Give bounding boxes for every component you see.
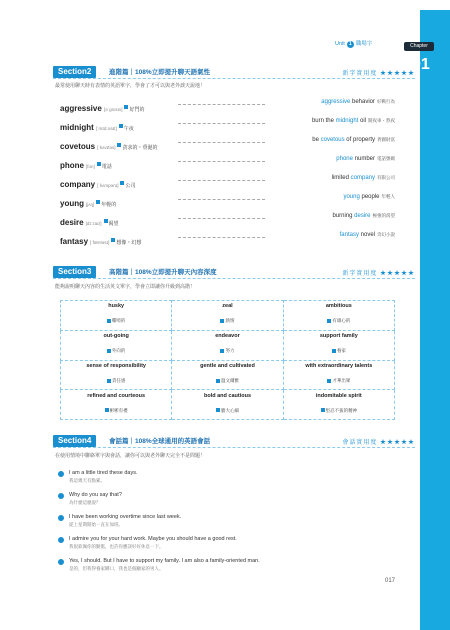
vocab-phonetic: [dɪˈzaɪr] [85, 221, 102, 226]
example-keyword: fantasy [339, 232, 359, 238]
phrase-chinese-text: 嘶啞的 [111, 318, 126, 324]
vocab-row [60, 136, 395, 150]
section2-header [53, 66, 415, 78]
meaning-marker-icon [119, 124, 123, 128]
vocab-word: phone [60, 161, 84, 170]
meaning-marker-icon [97, 162, 101, 166]
example-suffix: behavior [350, 99, 375, 105]
section4-title: 會話篇｜108%全球通用的英語會話 [109, 438, 211, 445]
speaker-bullet-icon [58, 515, 64, 521]
meaning-marker-icon [117, 143, 121, 147]
section4-intro: 在使用情境中聯絡單字與會話，讓你可以與老外聊天完全不是問題！ [55, 453, 206, 459]
phrase-english: support family [319, 333, 358, 340]
vocab-word: young [60, 199, 84, 208]
example-keyword: young [343, 194, 360, 200]
phrase-english: gentle and cultivated [200, 362, 255, 369]
meaning-marker-icon [111, 238, 115, 242]
meaning-marker-icon [220, 319, 224, 323]
speaker-bullet-icon [58, 471, 64, 477]
vocab-phonetic: [ˈfæntəsɪ] [90, 240, 110, 245]
dotted-leader [178, 104, 265, 105]
example-prefix: burning [332, 213, 355, 219]
example-prefix: limited [331, 175, 351, 181]
example-suffix: of property [344, 137, 375, 143]
section2-title: 進階篇｜108%立即提升聊天語氣性 [109, 69, 211, 76]
vocab-phonetic: [fon] [86, 164, 95, 169]
vocab-example [332, 175, 395, 181]
phrase-chinese [216, 408, 239, 413]
phrase-english: with extraordinary talents [305, 362, 373, 369]
phrase-chinese [220, 348, 234, 353]
section4-header [53, 435, 415, 447]
chapter-chip: Chapter [404, 42, 434, 51]
phrase-cell [283, 301, 394, 331]
phrase-chinese-text: 有雄心的 [332, 318, 351, 324]
phrase-chinese [332, 348, 346, 353]
phrase-chinese [105, 408, 128, 413]
phrase-grid [60, 300, 395, 420]
vocab-meaning: 電話 [101, 164, 112, 170]
vocab-row [60, 117, 395, 131]
section2-intro: 最常使用聊天時有表情的英語單字，學會了才可以與老外談天說地！ [55, 83, 206, 89]
vocab-phonetic: [ˈkʌmpənɪ] [97, 183, 119, 188]
vocab-row [60, 98, 395, 112]
vocab-row [60, 155, 395, 169]
phrase-chinese-text: 溫文爾雅 [220, 377, 239, 383]
example-meaning: 奇幻小說 [377, 232, 395, 237]
vocab-phonetic: [ˈkʌvɪtəs] [97, 145, 116, 150]
example-suffix: number [352, 156, 375, 162]
dialogue-english: I have been working overtime since last week. [69, 514, 182, 520]
dialogue-chinese: 我這幾天有點累。 [69, 478, 105, 483]
phrase-chinese [220, 318, 234, 323]
meaning-marker-icon [105, 408, 109, 412]
section3-divider [53, 278, 415, 279]
speaker-bullet-icon [58, 537, 64, 543]
phrase-chinese [107, 348, 126, 353]
unit-header [335, 39, 372, 48]
vocab-example [340, 232, 395, 238]
phrase-english: sense of responsibility [86, 362, 146, 369]
example-prefix: burn the [311, 118, 336, 124]
phrase-cell [61, 360, 172, 390]
phrase-chinese [321, 408, 358, 413]
phrase-chinese [107, 318, 126, 323]
vocab-phonetic: [ˈmɪd,naɪt] [95, 126, 117, 131]
vocab-example [321, 99, 395, 105]
dotted-leader [178, 142, 265, 143]
dotted-leader [178, 237, 265, 238]
meaning-marker-icon [332, 349, 336, 353]
unit-number: 1 [347, 41, 354, 48]
vocab-word: desire [60, 218, 84, 227]
section4-rating: 會話實用度 ★★★★★ [342, 440, 415, 446]
phrase-cell [283, 330, 394, 360]
example-suffix: oil [358, 118, 366, 124]
example-meaning: 年輕人 [381, 194, 395, 199]
phrase-chinese [327, 318, 350, 323]
phrase-english: indomitable spirit [315, 392, 362, 399]
phrase-chinese-text: 熱情 [225, 318, 235, 324]
phrase-english: refined and courteous [87, 392, 146, 399]
vocab-example [312, 118, 395, 124]
section2-divider [53, 78, 415, 79]
dialogue-english: I admire you for your hard work. Maybe you should have a good rest. [69, 536, 237, 542]
phrase-chinese [216, 378, 239, 383]
vocab-meaning: 年輕的 [101, 202, 117, 208]
vocab-meaning: 公司 [125, 183, 136, 189]
chapter-number: 01 [412, 56, 430, 73]
vocab-word: aggressive [60, 104, 102, 113]
dialogue-chinese: 是的，但我得養家糊口，我也是個顧家的男人。 [69, 566, 164, 571]
phrase-cell [61, 301, 172, 331]
speaker-bullet-icon [58, 559, 64, 565]
vocab-row [60, 212, 395, 226]
vocab-meaning: 午夜 [123, 126, 134, 132]
example-prefix: be [312, 137, 321, 143]
phrase-chinese-text: 才華出眾 [332, 377, 351, 383]
meaning-marker-icon [107, 349, 111, 353]
meaning-marker-icon [216, 408, 220, 412]
phrase-cell [61, 330, 172, 360]
meaning-marker-icon [321, 408, 325, 412]
section2-rating: 新字實用度 ★★★★★ [342, 71, 415, 77]
dialogue-english: Why do you say that? [69, 492, 122, 498]
vocab-word: company [60, 180, 96, 189]
example-keyword: covetous [320, 137, 345, 143]
dialogue-english: I am a little tired these days. [69, 470, 138, 476]
dotted-leader [178, 180, 265, 181]
vocab-word: midnight [60, 123, 94, 132]
chapter-side-tab [420, 10, 450, 630]
vocab-example [312, 137, 395, 143]
dialogue-chinese: 為什麼這麼說？ [69, 500, 101, 505]
phrase-chinese [327, 378, 350, 383]
section3-rating: 新字實用度 ★★★★★ [342, 271, 415, 277]
phrase-chinese-text: 外向的 [111, 348, 126, 354]
unit-title: 職場字 [355, 41, 373, 47]
meaning-marker-icon [96, 200, 100, 204]
phrase-chinese-text: 彬彬有禮 [109, 407, 128, 413]
phrase-chinese-text: 膽大心細 [220, 407, 239, 413]
vocab-row [60, 174, 395, 188]
meaning-marker-icon [104, 219, 108, 223]
unit-label: Unit [335, 41, 345, 47]
phrase-english: ambitious [325, 303, 352, 310]
dotted-leader [178, 161, 265, 162]
section3-intro: 能夠說明聊天內容的生活英文單字，學會立即讓你升級到高階！ [55, 284, 196, 290]
example-keyword: midnight [335, 118, 359, 124]
meaning-marker-icon [216, 379, 220, 383]
example-meaning: 有限公司 [377, 175, 395, 180]
example-meaning: 好戰行為 [377, 99, 395, 104]
vocab-row [60, 231, 395, 245]
vocab-phonetic: [əˈgrɛsɪv] [103, 107, 123, 112]
meaning-marker-icon [327, 379, 331, 383]
vocab-meaning: 想像・幻想 [116, 240, 142, 246]
example-keyword: desire [354, 213, 371, 219]
example-meaning: 貪圖財富 [377, 137, 395, 142]
phrase-english: endeavor [215, 333, 240, 340]
section3-title: 高階篇｜108%立即提升聊天內容深度 [109, 269, 217, 276]
page-number: 017 [385, 578, 396, 584]
meaning-marker-icon [327, 319, 331, 323]
phrase-english: out-going [103, 333, 129, 340]
phrase-chinese-text: 責任感 [111, 377, 126, 383]
phrase-cell [172, 360, 283, 390]
section2-label: Section2 [53, 66, 96, 78]
vocab-example [332, 213, 395, 219]
vocab-meaning: 渴望 [108, 221, 119, 227]
section3-header [53, 266, 415, 278]
vocab-example [343, 194, 395, 200]
section3-label: Section3 [53, 266, 96, 278]
vocab-word: fantasy [60, 237, 89, 246]
meaning-marker-icon [124, 105, 128, 109]
vocab-meaning: 貪求的・垂涎的 [122, 145, 158, 151]
phrase-chinese-text: 努力 [225, 348, 235, 354]
vocab-word: covetous [60, 142, 96, 151]
phrase-chinese-text: 養家 [336, 348, 346, 354]
phrase-cell [172, 301, 283, 331]
phrase-english: bold and cautious [203, 392, 252, 399]
phrase-chinese-text: 堅忍不拔的精神 [325, 407, 358, 413]
meaning-marker-icon [107, 379, 111, 383]
example-keyword: aggressive [321, 99, 351, 105]
phrase-cell [283, 360, 394, 390]
example-keyword: phone [336, 156, 353, 162]
dialogue-chinese: 從上星期開始一直在加班。 [69, 522, 123, 527]
vocab-phonetic: [jʌŋ] [86, 202, 95, 207]
section4-divider [53, 447, 415, 448]
example-keyword: company [350, 175, 375, 181]
dotted-leader [178, 218, 265, 219]
speaker-bullet-icon [58, 493, 64, 499]
phrase-cell [172, 390, 283, 420]
meaning-marker-icon [220, 349, 224, 353]
vocab-meaning: 好鬥的 [129, 107, 145, 113]
meaning-marker-icon [107, 319, 111, 323]
dotted-leader [178, 199, 265, 200]
phrase-cell [61, 390, 172, 420]
dialogue-chinese: 我很欽佩你的勤奮，也許你應該好好休息一下。 [69, 544, 164, 549]
section4-label: Section4 [53, 435, 96, 447]
phrase-chinese [107, 378, 126, 383]
dotted-leader [178, 123, 265, 124]
example-suffix: novel [358, 232, 375, 238]
example-meaning: 極強的渴望 [372, 213, 395, 218]
phrase-cell [283, 390, 394, 420]
vocab-example [336, 156, 395, 162]
example-meaning: 電話號碼 [377, 156, 395, 161]
phrase-english: zeal [222, 303, 233, 310]
dialogue-english: Yes, I should. But I have to support my family. I am also a family-oriented man. [69, 558, 260, 564]
phrase-english: husky [108, 303, 125, 310]
example-meaning: 開夜車・熬夜 [368, 118, 395, 123]
meaning-marker-icon [120, 181, 124, 185]
example-suffix: people [359, 194, 380, 200]
phrase-cell [172, 330, 283, 360]
vocab-row [60, 193, 395, 207]
